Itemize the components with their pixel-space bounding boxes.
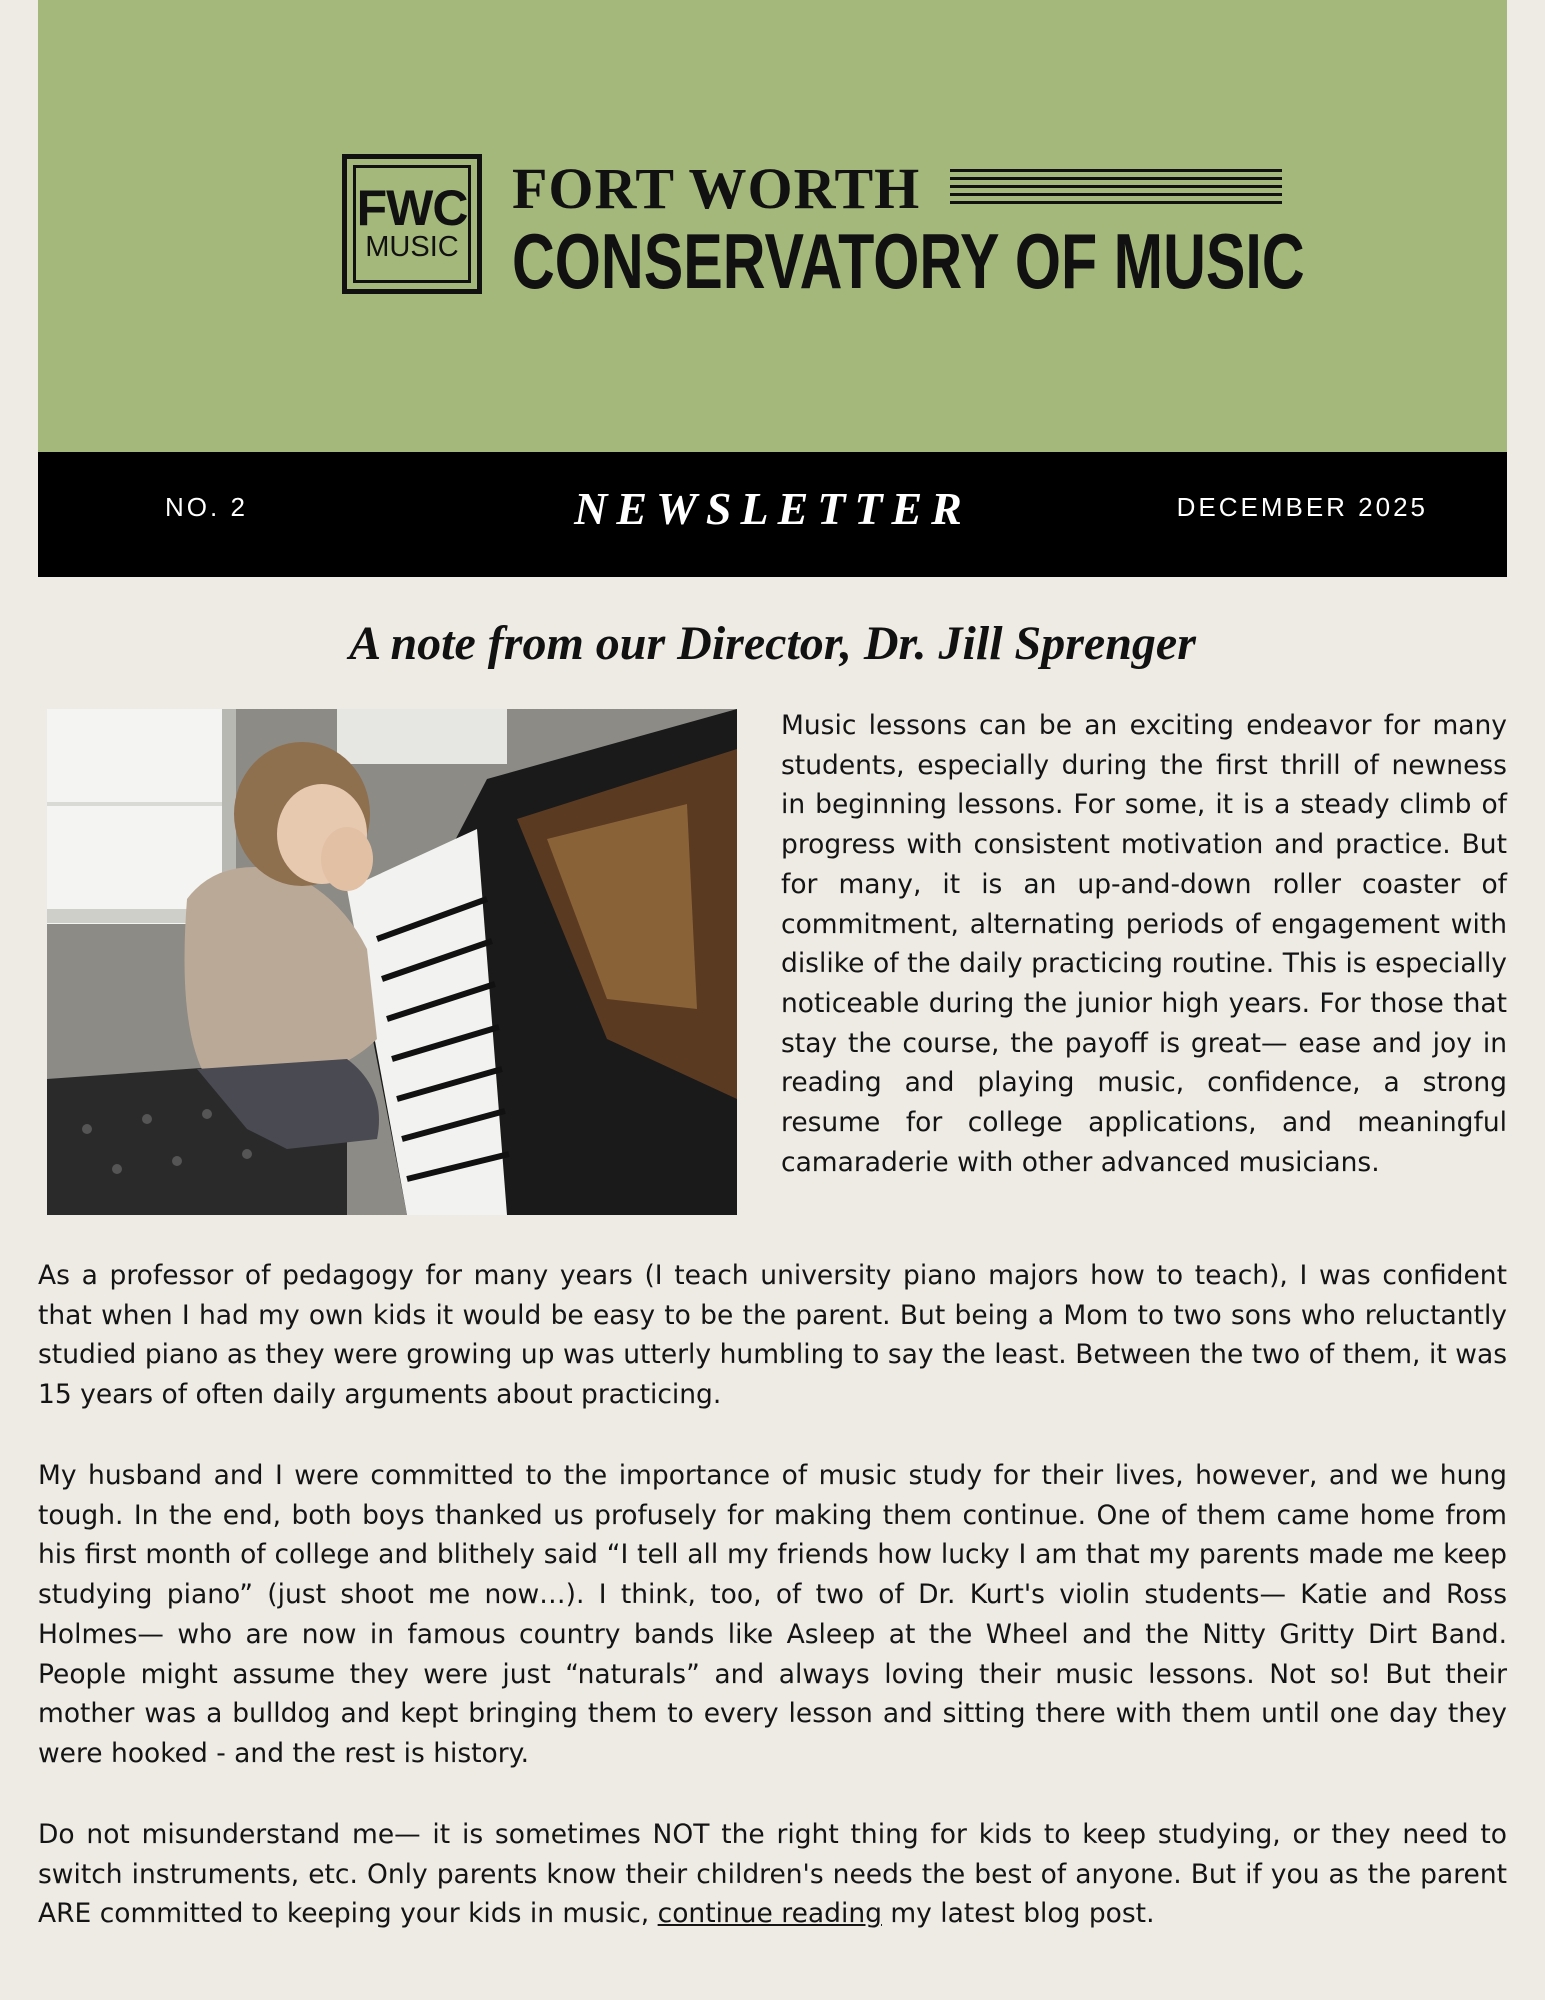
logo-music-text: MUSIC (365, 231, 459, 263)
issue-date: DECEMBER 2025 (1176, 492, 1428, 522)
logo-fwc-text: FWC (356, 180, 468, 236)
staff-lines-icon (950, 169, 1282, 211)
article-title: A note from our Director, Dr. Jill Sprenger (349, 617, 1196, 670)
newsletter-banner (38, 452, 1507, 577)
logo-name-line1: FORT WORTH (512, 156, 921, 221)
body-paragraph-3 (38, 1815, 1507, 1934)
logo-name-line2: CONSERVATORY OF MUSIC (512, 217, 1305, 305)
intro-paragraph: Music lessons can be an exciting endeavor for many students, especially during the first thrill of newness in beginning lessons. For some, it is a steady climb of progress with consistent motivation and practice. But for many, it is an up-and-down roller coaster of commitment, alternating periods of engagement with dislike of the daily practicing routine. This is especially noticeable during the junior high years. For those that stay the course, the payoff is great— ease and joy in reading and playing music, confidence, a strong resume for college applications, and meaningful camaraderie with other advanced musicians. (781, 710, 1507, 1178)
article-photo (47, 709, 737, 1215)
body-paragraph-1: As a professor of pedagogy for many years (I teach university piano majors how to teach), I was confident that when I had my own kids it would be easy to be the parent. But being a Mom to two sons who reluctantly studied piano as they were growing up was utterly humbling to say the least. Between the two of them, it was 15 years of often daily arguments about practicing. (38, 1260, 1507, 1411)
logo-box (342, 154, 482, 294)
body-paragraph-2: My husband and I were committed to the importance of music study for their lives, however, and we hung tough. In the end, both boys thanked us profusely for making them continue. One of them came home from his first month of college and blithely said “I tell all my friends how lucky I am that my parents made me keep studying piano” (just shoot me now…). I think, too, of two of Dr. Kurt's violin students— Katie and Ross Holmes— who are now in famous country bands like Asleep at the Wheel and the Nitty Gritty Dirt Band. People might assume they were just “naturals” and always loving their music lessons. Not so! But their mother was a bulldog and kept bringing them to every lesson and sitting there with them until one day they were hooked - and the rest is history. (38, 1460, 1507, 1769)
conservatory-logo[interactable] (342, 154, 1305, 306)
newsletter-title: NEWSLETTER (574, 483, 971, 534)
continue-reading-link[interactable]: continue reading (657, 1898, 882, 1930)
paragraph-3-text-start: Do not misunderstand me— it is sometimes NOT the right thing for kids to keep studying, or they need to switch instruments, etc. Only parents know their children's needs the best of anyone. But if you as the parent ARE committed to keeping your kids in music, (38, 1819, 1507, 1930)
issue-number: NO. 2 (165, 492, 248, 522)
header-band (38, 0, 1507, 452)
paragraph-3-text-end: my latest blog post. (881, 1898, 1155, 1930)
